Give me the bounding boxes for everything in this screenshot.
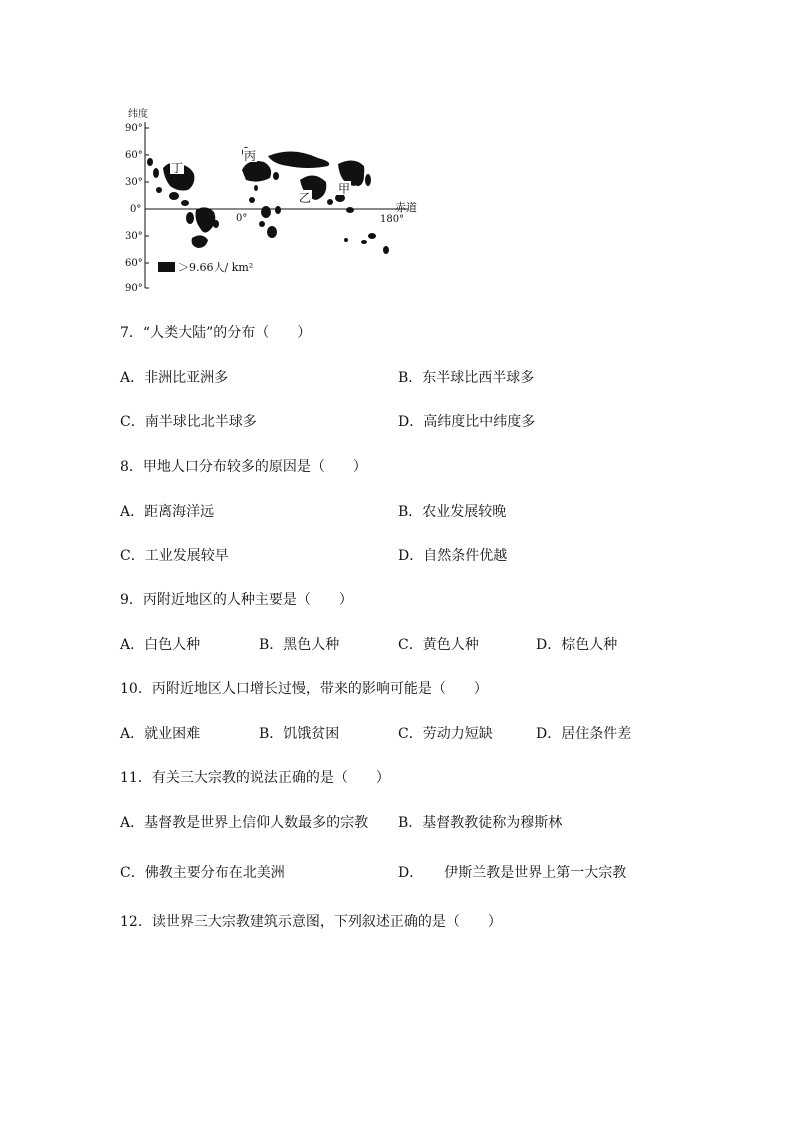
question-8-stem: 8．甲地人口分布较多的原因是（ ） [120, 459, 367, 475]
equator-label: 赤道 [395, 201, 417, 214]
question-7-option-b: B．东半球比西半球多 [398, 370, 535, 386]
lat-tick-60s: 60° [125, 258, 143, 269]
question-9-option-a: A．白色人种 [120, 637, 201, 653]
question-10-option-b: B．饥饿贫困 [259, 726, 340, 742]
place-label-bing: 丙 [244, 149, 257, 163]
question-8-option-b: B．农业发展较晚 [398, 504, 507, 520]
question-7-option-a: A．非洲比亚洲多 [120, 370, 229, 386]
lat-tick-60n: 60° [125, 150, 143, 161]
place-label-ding: 丁 [171, 161, 184, 175]
lat-tick-90n: 90° [125, 123, 143, 134]
question-11-option-b: B．基督教教徒称为穆斯林 [398, 815, 563, 831]
question-7-option-c: C．南半球比北半球多 [120, 414, 257, 430]
lat-tick-0: 0° [130, 204, 142, 215]
question-10-stem: 10．丙附近地区人口增长过慢，带来的影响可能是（ ） [120, 681, 488, 697]
question-8-option-a: A．距离海洋远 [120, 504, 215, 520]
question-11-option-d: D． 伊斯兰教是世界上第一大宗教 [398, 865, 627, 881]
lat-tick-30s: 30° [125, 231, 143, 242]
question-11-option-a: A．基督教是世界上信仰人数最多的宗教 [120, 815, 369, 831]
population-density-map [118, 100, 418, 300]
question-9-stem: 9．丙附近地区的人种主要是（ ） [120, 592, 353, 608]
question-10-option-d: D．居住条件差 [536, 726, 632, 742]
question-9-option-d: D．棕色人种 [536, 637, 618, 653]
place-label-jia: 甲 [338, 182, 351, 196]
question-12-stem: 12．读世界三大宗教建筑示意图，下列叙述正确的是（ ） [120, 914, 502, 930]
lat-tick-30n: 30° [125, 177, 143, 188]
legend-swatch [158, 262, 175, 272]
question-8-option-d: D．自然条件优越 [398, 548, 508, 564]
question-8-option-c: C．工业发展较早 [120, 548, 229, 564]
question-10-option-a: A．就业困难 [120, 726, 201, 742]
latitude-axis-label: 纬度 [128, 109, 148, 120]
question-9-option-b: B．黑色人种 [259, 637, 340, 653]
question-7-stem: 7．“人类大陆”的分布（ ） [120, 325, 312, 341]
question-11-option-c: C．佛教主要分布在北美洲 [120, 865, 285, 881]
lat-tick-90s: 90° [125, 283, 143, 294]
legend-label: ＞9.66人/ km² [178, 261, 254, 274]
longitude-zero-label: 0° [236, 213, 248, 224]
longitude-180-label: 180° [380, 214, 405, 225]
place-label-yi: 乙 [299, 191, 312, 205]
question-7-option-d: D．高纬度比中纬度多 [398, 414, 536, 430]
question-10-option-c: C．劳动力短缺 [398, 726, 493, 742]
question-11-stem: 11．有关三大宗教的说法正确的是（ ） [120, 770, 390, 786]
question-9-option-c: C．黄色人种 [398, 637, 479, 653]
